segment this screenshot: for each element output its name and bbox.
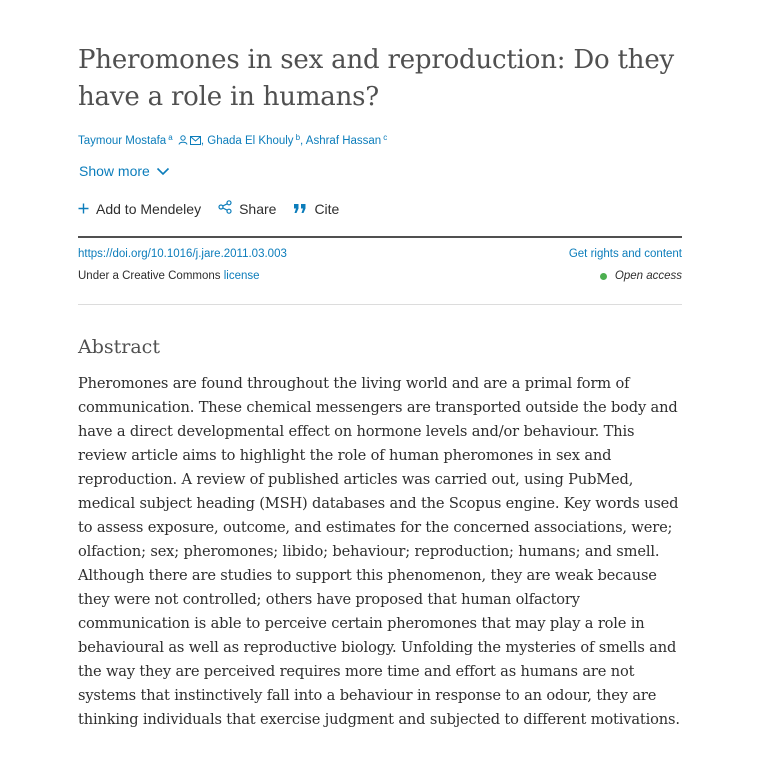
abstract-heading: Abstract — [78, 336, 160, 358]
open-access-label: Open access — [614, 270, 682, 282]
share-icon — [218, 200, 232, 217]
share-button[interactable] — [218, 200, 276, 217]
author-affiliation-sup[interactable]: b — [295, 133, 301, 142]
chevron-down-icon — [156, 163, 170, 179]
open-access-badge — [600, 270, 682, 282]
divider — [78, 236, 682, 238]
plus-icon — [78, 201, 89, 217]
license-link[interactable]: license — [223, 270, 260, 282]
article-title: Pheromones in sex and reproduction: Do they have a role in humans? — [78, 45, 675, 112]
author-affiliation-sup[interactable]: a — [168, 133, 173, 142]
article-actions — [78, 200, 339, 217]
add-to-mendeley-label: Add to Mendeley — [96, 200, 202, 217]
share-label: Share — [239, 200, 277, 217]
author-link[interactable]: Ghada El Khouly — [207, 135, 294, 147]
divider — [78, 304, 682, 305]
author-separator: , — [200, 135, 208, 147]
license-line — [78, 270, 260, 282]
license-prefix: Under a Creative Commons — [78, 270, 224, 282]
cite-label: Cite — [314, 200, 340, 217]
add-to-mendeley-button[interactable] — [78, 201, 201, 217]
abstract-text: Pheromones are found throughout the living world and are a primal form of communication. These chemical messengers are transported outside the body and have a direct developmental effect on hormone levels and/or behaviour. This review article aims to highlight the role of human pheromones in sex and reproduction. A review of published articles was carried out, using PubMed, medical subject heading (MSH) databases and the Scopus engine. Key words used to assess exposure, outcome, and estimates for the concerned associations, were; olfaction; sex; pheromones; libido; behaviour; reproduction; humans; and smell. Although there are studies to support this phenomenon, they are weak because they were not controlled; others have proposed that human olfactory communication is able to perceive certain pheromones that may play a role in behavioural as well as reproductive biology. Unfolding the mysteries of smells and the way they are perceived requires more time and effort as humans are not systems that instinctively fall into a behaviour in response to an odour, they are thinking individuals that exercise judgment and subjected to different motivations. — [78, 375, 680, 728]
get-rights-link[interactable]: Get rights and content — [568, 248, 682, 260]
person-icon[interactable] — [178, 135, 188, 148]
cite-button[interactable] — [293, 201, 339, 217]
author-affiliation-sup[interactable]: c — [383, 133, 388, 142]
email-icon[interactable] — [190, 136, 201, 148]
author-link[interactable]: Ashraf Hassan — [305, 135, 382, 147]
author-separator: , — [300, 135, 306, 147]
show-more-label: Show more — [79, 163, 150, 179]
open-access-dot-icon — [600, 273, 607, 280]
quote-icon — [293, 201, 307, 217]
author-link[interactable]: Taymour Mostafa — [78, 135, 167, 147]
show-more-button[interactable] — [79, 163, 170, 179]
doi-link[interactable]: https://doi.org/10.1016/j.jare.2011.03.003 — [78, 248, 287, 260]
author-list — [78, 133, 387, 148]
